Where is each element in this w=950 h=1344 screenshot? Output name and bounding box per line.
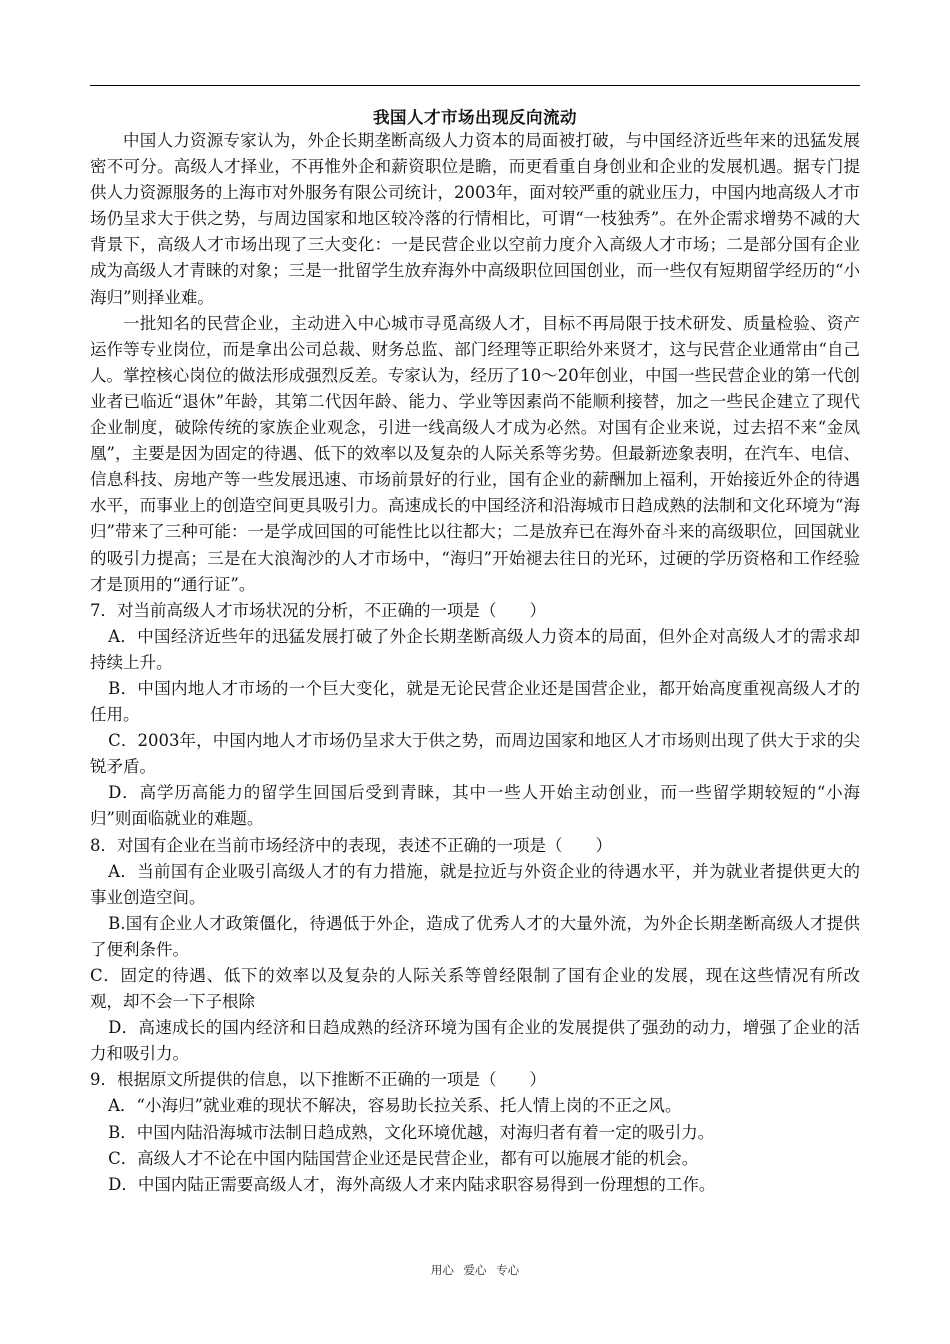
question-9-option-d: D．中国内陆正需要高级人才，海外高级人才来内陆求职容易得到一份理想的工作。 (108, 1174, 716, 1194)
page-footer: 用心 爱心 专心 (430, 1263, 520, 1277)
question-9-option-a: A．“小海归”就业难的现状不解决，容易助长拉关系、托人情上岗的不正之风。 (108, 1096, 682, 1116)
question-9-stem: 9．根据原文所提供的信息，以下推断不正确的一项是（ ） (90, 1070, 546, 1090)
paragraph-2: 一批知名的民营企业，主动进入中心城市寻觅高级人才，目标不再局限于技术研发、质量检验、资产运作等专业岗位，而是拿出公司总裁、财务总监、部门经理等正职给外来贤才，这与民营企业通常由“自己人。掌控核心岗位的做法形成强烈反差。专家认为，经历了10～20年创业，中国一些民营企业的第一代创业者已临近“退休”年龄，其第二代因年龄、能力、学业等因素尚不能顺利接替，加之一些民企建立了现代企业制度，破除传统的家族企业观念，引进一线高级人才成为必然。对国有企业来说，过去招不来“金凤凰”，主要是因为固定的待遇、低下的效率以及复杂的人际关系等劣势。但最新迹象表明，在汽车、电信、信息科技、房地产等一些发展迅速、市场前景好的行业，国有企业的薪酬加上福利，开始接近外企的待遇水平，而事业上的创造空间更具吸引力。高速成长的中国经济和沿海城市日趋成熟的法制和文化环境为“海归”带来了三种可能：一是学成回国的可能性比以往都大；二是放弃已在海外奋斗来的高级职位，回国就业的吸引力提高；三是在大浪淘沙的人才市场中，“海归”开始褪去往日的光环，过硬的学历资格和工作经验才是顶用的“通行证”。 (90, 313, 860, 594)
question-7-option-a: A．中国经济近些年的迅猛发展打破了外企长期垄断高级人力资本的局面，但外企对高级人才的需求却持续上升。 (90, 626, 860, 672)
question-7-option-d: D．高学历高能力的留学生回国后受到青睐，其中一些人开始主动创业，而一些留学期较短的“小海归”则面临就业的难题。 (90, 783, 860, 829)
question-8-option-b: B.国有企业人才政策僵化，待遇低于外企，造成了优秀人才的大量外流，为外企长期垄断高级人才提供了便利条件。 (90, 913, 860, 959)
article-title: 我国人才市场出现反向流动 (373, 108, 577, 127)
question-7-option-c: C．2003年，中国内地人才市场仍呈求大于供之势，而周边国家和地区人才市场则出现了供大于求的尖锐矛盾。 (90, 731, 860, 777)
paragraph-1: 中国人力资源专家认为，外企长期垄断高级人力资本的局面被打破，与中国经济近些年来的迅猛发展密不可分。高级人才择业，不再惟外企和薪资职位是瞻，而更看重自身创业和企业的发展机遇。据专门提供人力资源服务的上海市对外服务有限公司统计，2003年，面对较严重的就业压力，中国内地高级人才市场仍呈求大于供之势，与周边国家和地区较冷落的行情相比，可谓“一枝独秀”。在外企需求增势不减的大背景下，高级人才市场出现了三大变化：一是民营企业以空前力度介入高级人才市场；二是部分国有企业成为高级人才青睐的对象；三是一批留学生放弃海外中高级职位回国创业，而一些仅有短期留学经历的“小海归”则择业难。 (90, 131, 860, 307)
question-7-stem: 7．对当前高级人才市场状况的分析，不正确的一项是（ ） (90, 600, 546, 620)
question-8-stem: 8．对国有企业在当前市场经济中的表现，表述不正确的一项是（ ） (90, 835, 612, 855)
question-9-option-c: C．高级人才不论在中国内陆国营企业还是民营企业，都有可以施展才能的机会。 (108, 1148, 699, 1168)
question-8-option-a: A．当前国有企业吸引高级人才的有力措施，就是拉近与外资企业的待遇水平，并为就业者提供更大的事业创造空间。 (90, 861, 860, 907)
question-7-option-b: B．中国内地人才市场的一个巨大变化，就是无论民营企业还是国营企业，都开始高度重视高级人才的任用。 (90, 678, 860, 725)
question-8-option-d: D．高速成长的国内经济和日趋成熟的经济环境为国有企业的发展提供了强劲的动力，增强了企业的活力和吸引力。 (90, 1018, 860, 1064)
article-body (90, 128, 860, 1198)
question-8-option-c: C．固定的待遇、低下的效率以及复杂的人际关系等曾经限制了国有企业的发展，现在这些情况有所改观，却不会一下子根除 (90, 966, 860, 1012)
question-9-option-b: B．中国内陆沿海城市法制日趋成熟，文化环境优越，对海归者有着一定的吸引力。 (108, 1122, 715, 1142)
header-rule (90, 85, 860, 86)
